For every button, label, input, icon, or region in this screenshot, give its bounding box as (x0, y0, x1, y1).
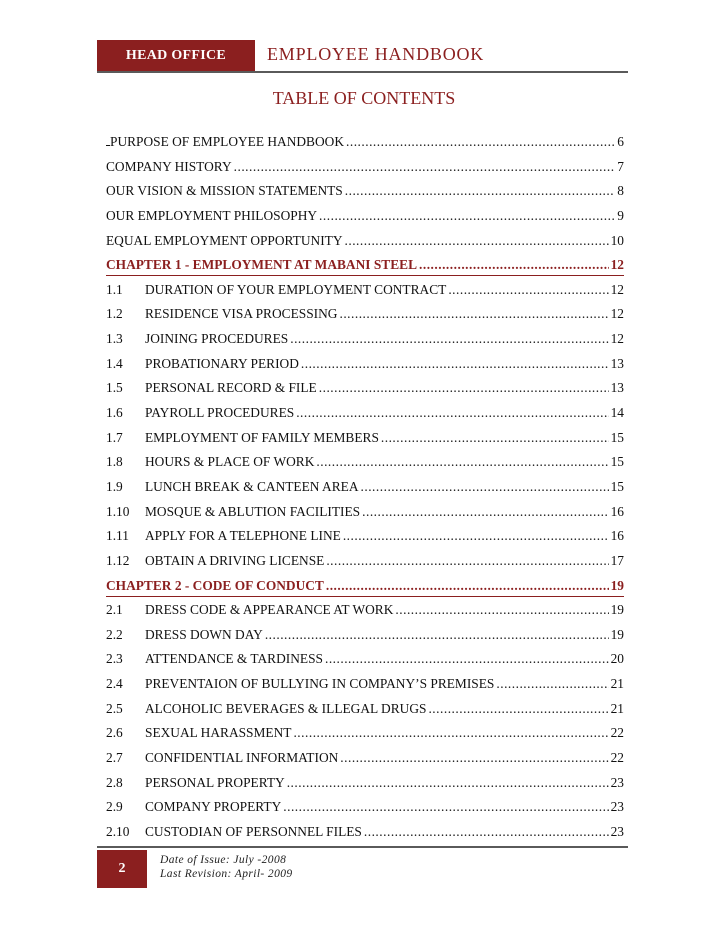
toc-entry-title: PROBATIONARY PERIOD (145, 355, 299, 371)
toc-entry-number: 2.3 (106, 651, 123, 667)
toc-dot-leader (319, 207, 615, 225)
toc-entry-title: ATTENDANCE & TARDINESS (145, 651, 323, 667)
toc-dot-leader (395, 601, 608, 619)
toc-dot-leader (419, 256, 609, 274)
toc-entry-title: COMPANY HISTORY (106, 158, 232, 174)
toc-entry-title: OUR VISION & MISSION STATEMENTS (106, 183, 343, 199)
toc-entry-title: ALCOHOLIC BEVERAGES & ILLEGAL DRUGS (145, 700, 427, 716)
toc-entry-number: 1.7 (106, 429, 123, 445)
toc-entry-page: 21 (610, 676, 624, 692)
page-number: 2 (97, 850, 147, 888)
toc-entry-row (106, 823, 624, 841)
toc-entry-title: PREVENTAION OF BULLYING IN COMPANY’S PREMISES (145, 676, 495, 692)
toc-entry-number: 1.3 (106, 331, 123, 347)
toc-entry-title: EQUAL EMPLOYMENT OPPORTUNITY (106, 232, 343, 248)
toc-entry-page: 23 (610, 799, 624, 815)
toc-entry-number: 2.4 (106, 676, 123, 692)
toc-entry-row (106, 133, 624, 151)
toc-dot-leader (296, 404, 608, 422)
toc-dot-leader (496, 675, 608, 693)
toc-entry-page: 23 (610, 823, 624, 839)
toc-dot-leader (301, 355, 609, 373)
toc-entry-page: 19 (610, 577, 624, 593)
toc-entry-number: 1.5 (106, 380, 123, 396)
toc-entry-row (106, 798, 624, 816)
toc-entry-page: 9 (617, 207, 624, 223)
toc-entry-number: 2.5 (106, 700, 123, 716)
toc-entry-title: CUSTODIAN OF PERSONNEL FILES (145, 823, 362, 839)
toc-entry-row (106, 158, 624, 176)
toc-entry[interactable] (106, 158, 624, 183)
toc-entry-row (106, 626, 624, 644)
toc-entry-title: DRESS CODE & APPEARANCE AT WORK (145, 602, 394, 618)
toc-entry-number: 2.8 (106, 774, 123, 790)
toc-dot-leader (345, 232, 609, 250)
toc-entry-number: 2.2 (106, 626, 123, 642)
toc-entry-row (106, 749, 624, 767)
toc-dot-leader (265, 626, 609, 644)
toc-entry-page: 23 (610, 774, 624, 790)
toc-entry-row (106, 453, 624, 471)
toc-entry[interactable] (106, 774, 624, 799)
toc-entry[interactable] (106, 232, 624, 257)
toc-dot-leader (339, 305, 608, 323)
toc-entry-page: 19 (610, 602, 624, 618)
toc-entry-title: JOINING PROCEDURES (145, 331, 289, 347)
toc-dot-leader (345, 182, 616, 200)
toc-entry[interactable] (106, 429, 624, 454)
toc-entry-page: 15 (610, 454, 624, 470)
toc-entry-title: OBTAIN A DRIVING LICENSE (145, 552, 325, 568)
toc-dot-leader (290, 330, 608, 348)
toc-entry-row (106, 305, 624, 323)
footer-divider (97, 846, 628, 848)
document-title: EMPLOYEE HANDBOOK (267, 44, 485, 64)
toc-entry-row (106, 404, 624, 422)
toc-entry[interactable] (106, 724, 624, 749)
toc-entry[interactable] (106, 700, 624, 725)
toc-dot-leader (287, 774, 609, 792)
toc-entry-title: CHAPTER 2 - CODE OF CONDUCT (106, 577, 324, 593)
toc-entry-page: 13 (610, 380, 624, 396)
toc-entry-number: 2.6 (106, 725, 123, 741)
toc-entry-title: PERSONAL PROPERTY (145, 774, 285, 790)
toc-entry-row (106, 503, 624, 521)
toc-dot-leader (381, 429, 609, 447)
toc-entry[interactable] (106, 675, 624, 700)
toc-entry-number: 1.8 (106, 454, 123, 470)
toc-entry-row (106, 724, 624, 742)
header-divider (97, 71, 628, 73)
toc-entry-number: 1.9 (106, 478, 123, 494)
toc-entry-page: 19 (610, 626, 624, 642)
toc-entry-title: DURATION OF YOUR EMPLOYMENT CONTRACT (145, 281, 447, 297)
table-of-contents (106, 133, 624, 848)
toc-dot-leader (283, 798, 608, 816)
toc-entry[interactable] (106, 330, 624, 355)
toc-entry-page: 12 (610, 257, 624, 273)
toc-entry[interactable] (106, 503, 624, 528)
toc-title: TABLE OF CONTENTS (272, 88, 456, 108)
toc-entry[interactable] (106, 626, 624, 651)
toc-entry-row (106, 577, 624, 597)
toc-entry[interactable] (106, 650, 624, 675)
toc-entry-title: MOSQUE & ABLUTION FACILITIES (145, 503, 361, 519)
toc-entry-page: 7 (617, 158, 624, 174)
toc-entry[interactable] (106, 404, 624, 429)
toc-entry-row (106, 700, 624, 718)
toc-entry-row (106, 478, 624, 496)
toc-entry-row (106, 527, 624, 545)
toc-entry-page: 22 (610, 750, 624, 766)
toc-entry-page: 8 (617, 183, 624, 199)
toc-entry-row (106, 774, 624, 792)
toc-entry-title: PERSONAL RECORD & FILE (145, 380, 317, 396)
toc-entry-page: 12 (610, 281, 624, 297)
toc-entry-row (106, 232, 624, 250)
toc-entry-number: 1.2 (106, 306, 123, 322)
toc-dot-leader (319, 379, 609, 397)
toc-entry[interactable] (106, 355, 624, 380)
toc-dot-leader (326, 552, 608, 570)
toc-entry-title: RESIDENCE VISA PROCESSING (145, 306, 338, 322)
toc-entry-number: 1.4 (106, 355, 123, 371)
toc-entry-row (106, 379, 624, 397)
toc-entry-page: 12 (610, 306, 624, 322)
toc-entry-number: 1.6 (106, 405, 123, 421)
toc-entry-number: 1.11 (106, 528, 129, 544)
toc-entry[interactable] (106, 182, 624, 207)
toc-entry-page: 22 (610, 725, 624, 741)
toc-entry-number: 1.12 (106, 552, 130, 568)
toc-dot-leader (325, 650, 609, 668)
toc-dot-leader (428, 700, 608, 718)
toc-entry-title: CHAPTER 1 - EMPLOYMENT AT MABANI STEEL (106, 257, 417, 273)
toc-entry-row (106, 650, 624, 668)
toc-entry-page: 17 (610, 552, 624, 568)
toc-dot-leader (234, 158, 616, 176)
toc-dot-leader (343, 527, 609, 545)
toc-dot-leader (340, 749, 608, 767)
toc-entry-title: OUR EMPLOYMENT PHILOSOPHY (106, 207, 318, 223)
toc-entry-page: 16 (610, 503, 624, 519)
toc-entry-title: COMPANY PROPERTY (145, 799, 282, 815)
toc-entry[interactable] (106, 305, 624, 330)
toc-dot-leader (346, 133, 615, 151)
toc-entry-row (106, 552, 624, 570)
last-revision: Last Revision: April- 2009 (160, 868, 293, 880)
toc-entry-row (106, 355, 624, 373)
toc-entry-page: 10 (610, 232, 624, 248)
toc-entry-page: 15 (610, 429, 624, 445)
head-office-label: HEAD OFFICE (97, 40, 255, 71)
toc-entry-row (106, 207, 624, 225)
toc-entry-number: 2.10 (106, 823, 130, 839)
toc-entry[interactable] (106, 379, 624, 404)
toc-entry-number: 2.9 (106, 799, 123, 815)
toc-entry[interactable] (106, 207, 624, 232)
toc-entry-title: APPLY FOR A TELEPHONE LINE (145, 528, 341, 544)
toc-entry-title: CONFIDENTIAL INFORMATION (145, 750, 339, 766)
toc-entry-page: 13 (610, 355, 624, 371)
toc-entry-page: 20 (610, 651, 624, 667)
toc-entry[interactable] (106, 453, 624, 478)
toc-entry[interactable] (106, 281, 624, 306)
toc-entry[interactable] (106, 552, 624, 577)
toc-dot-leader (293, 724, 608, 742)
toc-dot-leader (316, 453, 608, 471)
toc-entry-page: 6 (617, 134, 624, 149)
toc-entry[interactable] (106, 798, 624, 823)
toc-entry[interactable] (106, 601, 624, 626)
toc-entry[interactable] (106, 823, 624, 848)
toc-entry-row (106, 281, 624, 299)
footer-dates (160, 853, 293, 881)
toc-entry-page: 16 (610, 528, 624, 544)
toc-entry-title: EMPLOYMENT OF FAMILY MEMBERS (145, 429, 379, 445)
toc-entry-number: 1.1 (106, 281, 123, 297)
toc-entry-title: LUNCH BREAK & CANTEEN AREA (145, 478, 359, 494)
toc-entry-row (106, 675, 624, 693)
toc-entry-number: 2.1 (106, 602, 123, 618)
toc-entry-row (106, 256, 624, 276)
toc-entry-title: SEXUAL HARASSMENT (145, 725, 292, 741)
toc-dot-leader (364, 823, 609, 841)
date-of-issue: Date of Issue: July -2008 (160, 854, 287, 866)
toc-entry-row (106, 601, 624, 619)
toc-entry-title: PAYROLL PROCEDURES (145, 405, 295, 421)
toc-dot-leader (448, 281, 608, 299)
toc-entry-page: 15 (610, 478, 624, 494)
toc-dot-leader (362, 503, 608, 521)
toc-entry[interactable] (106, 133, 624, 158)
toc-entry[interactable] (106, 478, 624, 503)
toc-entry-page: 21 (610, 700, 624, 716)
toc-entry-row (106, 429, 624, 447)
toc-entry-page: 14 (610, 405, 624, 421)
toc-entry-title: DRESS DOWN DAY (145, 626, 263, 642)
toc-entry-page: 12 (610, 331, 624, 347)
toc-entry-number: 2.7 (106, 750, 123, 766)
page-header (97, 40, 628, 72)
toc-entry-number: 1.10 (106, 503, 130, 519)
toc-dot-leader (361, 478, 609, 496)
toc-entry-row (106, 330, 624, 348)
toc-entry-title: PURPOSE OF EMPLOYEE HANDBOOK (106, 133, 344, 151)
toc-chapter-entry[interactable] (106, 256, 624, 281)
toc-entry[interactable] (106, 749, 624, 774)
toc-entry[interactable] (106, 527, 624, 552)
toc-chapter-entry[interactable] (106, 577, 624, 602)
toc-entry-title: HOURS & PLACE OF WORK (145, 454, 315, 470)
toc-entry-row (106, 182, 624, 200)
toc-dot-leader (326, 577, 609, 595)
